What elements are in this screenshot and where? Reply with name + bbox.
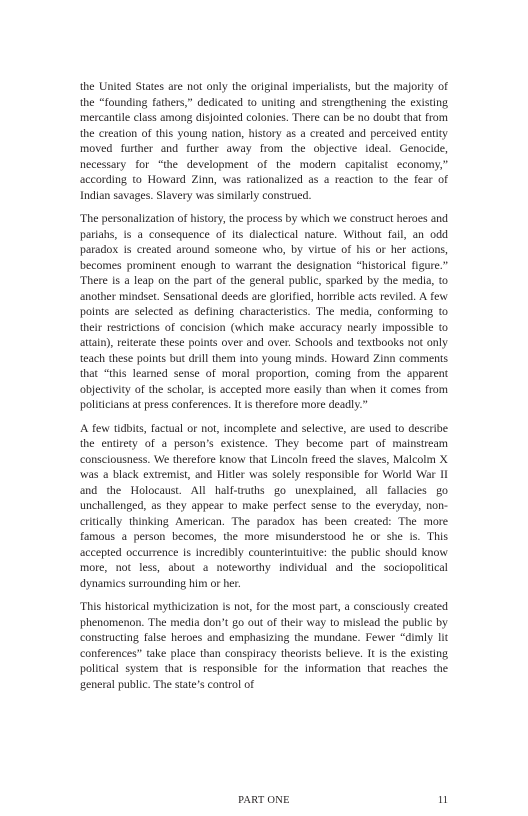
body-text (80, 79, 448, 700)
paragraph-3: A few tidbits, factual or not, incomplete and selective, are used to describe the entirety of a person’s existence. They become part of mainstream consciousness. We therefore know that Lincoln freed the slaves, Malcolm X was a black extremist, and Hitler was solely responsible for World War II and the Holocaust. All half-truths go unexplained, all fallacies go unchallenged, as they appear to make perfect sense to the everyday, non-critically thinking American. The paradox has been created: The more famous a person becomes, the more misunderstood he or she is. This accepted occurrence is incredibly counterintuitive: the public should know more, not less, about a noteworthy individual and the sociopolitical dynamics surrounding him or her. (80, 420, 448, 590)
paragraph-2: The personalization of history, the process by which we construct heroes and pariahs, is a consequence of its dialectical nature. Without fail, an odd paradox is created around someone who, by virtue of his or her actions, becomes prominent enough to warrant the designation “historical figure.” There is a leap on the part of the general public, sparked by the media, to another mindset. Sensational deeds are glorified, horrible acts reviled. A few points are selected as defining characteristics. The media, conforming to their restrictions of concision (which make accuracy nearly impossible to attain), reiterate these points over and over. Schools and textbooks not only teach these points but drill them into young minds. Howard Zinn comments that “this learned sense of moral proportion, coming from the apparent objectivity of the scholar, is accepted more easily than when it comes from politicians at press conferences. It is therefore more deadly.” (80, 211, 448, 411)
paragraph-4: This historical mythicization is not, for the most part, a consciously created phenomenon. The media don’t go out of their way to mislead the public by constructing false heroes and emphasizing the mundane. Fewer “dimly lit conferences” take place than conspiracy theorists believe. It is the existing political system that is responsible for the information that reaches the general public. The state’s control of (80, 599, 448, 691)
page-footer (80, 795, 448, 809)
running-head: PART ONE (238, 795, 290, 806)
page-number: 11 (437, 795, 448, 806)
paragraph-1: the United States are not only the original imperialists, but the majority of the “founding fathers,” dedicated to uniting and strengthening the existing mercantile class among disjointed colonies. There can be no doubt that from the creation of this young nation, history as a created and perceived entity moved further and further away from the objective ideal. Genocide, necessary for “the development of the modern capitalist economy,” according to Howard Zinn, was rationalized as a reaction to the fear of Indian savages. Slavery was similarly construed. (80, 79, 448, 202)
